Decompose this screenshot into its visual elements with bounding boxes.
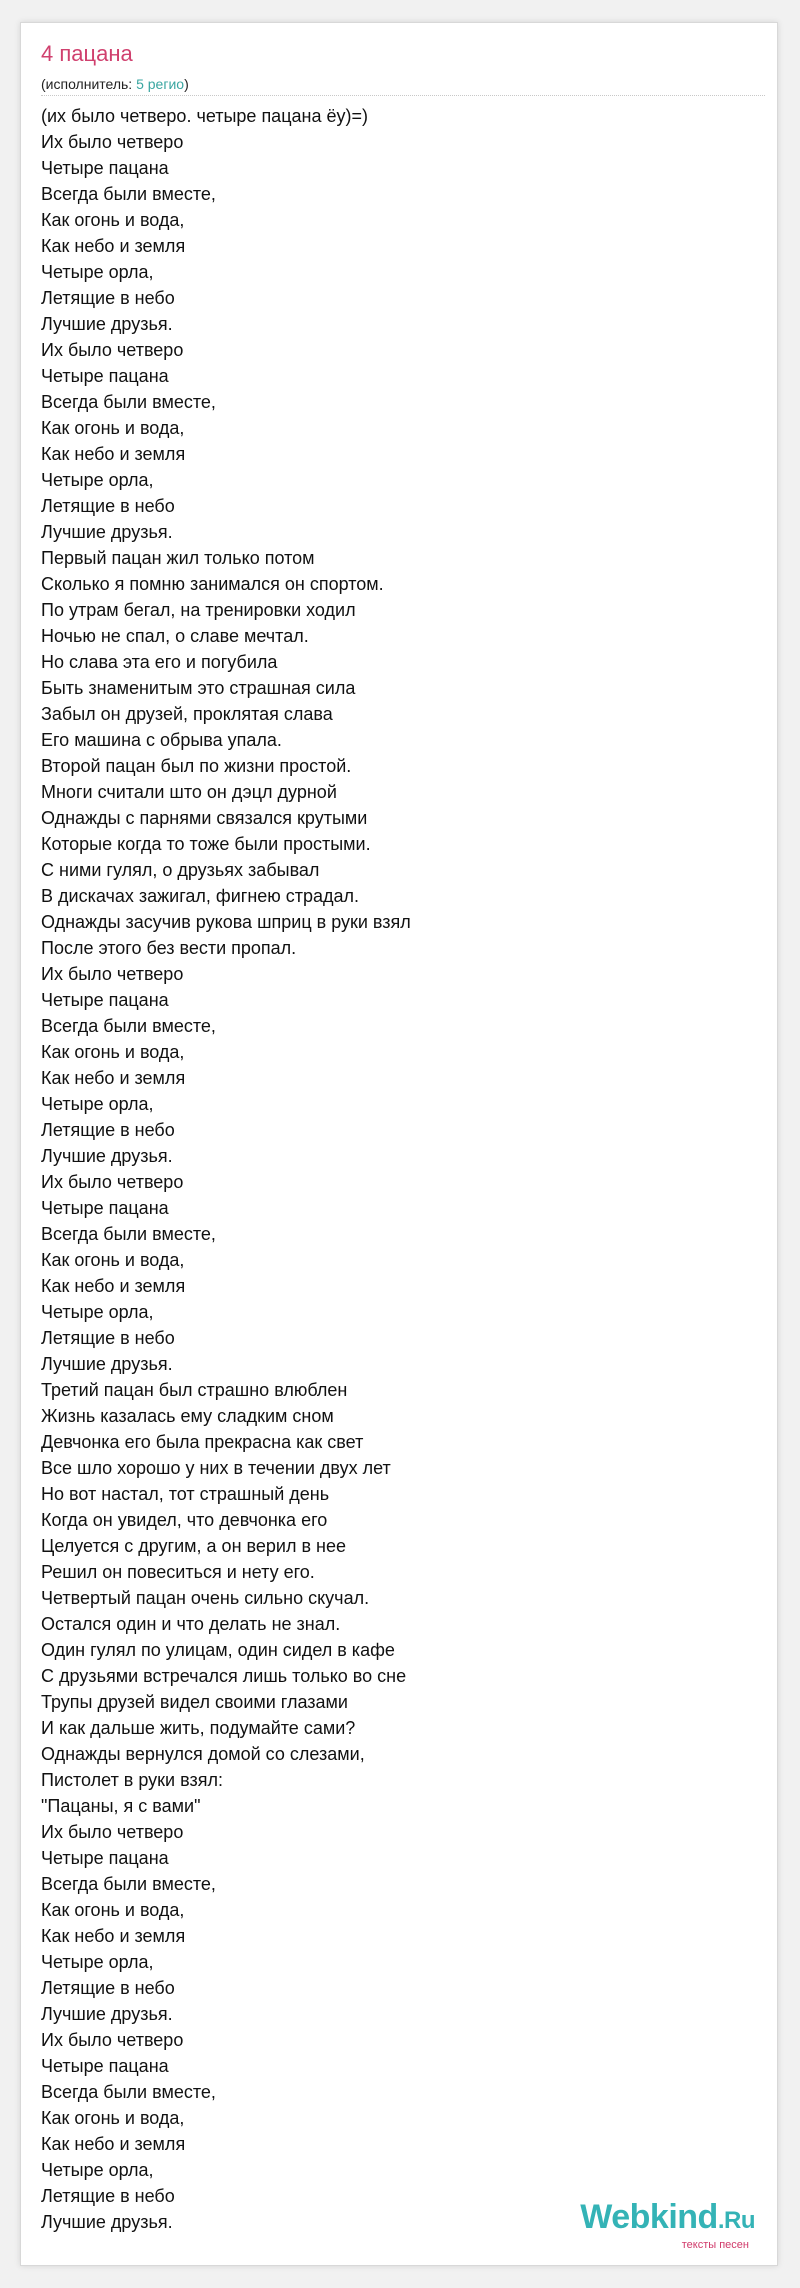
lyric-line: Которые когда то тоже были простыми.	[41, 834, 371, 854]
lyric-line: Всегда были вместе,	[41, 392, 216, 412]
lyric-line: Всегда были вместе,	[41, 1224, 216, 1244]
site-logo[interactable]	[580, 2199, 755, 2251]
lyric-line: Четыре орла,	[41, 1094, 154, 1114]
lyric-line: С друзьями встречался лишь только во сне	[41, 1666, 407, 1686]
divider	[41, 95, 765, 96]
lyric-line: Четыре пацана	[41, 990, 169, 1010]
lyric-line: Быть знаменитым это страшная сила	[41, 678, 356, 698]
lyric-line: Девчонка его была прекрасна как свет	[41, 1432, 364, 1452]
lyric-line: Решил он повеситься и нету его.	[41, 1562, 315, 1582]
logo-tagline: тексты песен	[681, 2239, 749, 2251]
lyric-line: Четыре пацана	[41, 2056, 169, 2076]
lyric-line: Сколько я помню занимался он спортом.	[41, 574, 384, 594]
lyric-line: С ними гулял, о друзьях забывал	[41, 860, 320, 880]
lyric-line: Лучшие друзья.	[41, 1146, 173, 1166]
lyric-line: Пистолет в руки взял:	[41, 1770, 223, 1790]
artist-line	[41, 75, 189, 93]
lyric-line: Забыл он друзей, проклятая слава	[41, 704, 333, 724]
lyric-line: Их было четверо	[41, 132, 184, 152]
logo-domain: .Ru	[717, 2207, 755, 2234]
lyric-line: Как огонь и вода,	[41, 418, 185, 438]
lyric-line: Его машина с обрыва упала.	[41, 730, 282, 750]
lyric-line: Многи считали што он дэцл дурной	[41, 782, 337, 802]
lyric-line: Их было четверо	[41, 1822, 184, 1842]
lyric-line: Лучшие друзья.	[41, 314, 173, 334]
lyric-line: Четыре орла,	[41, 2160, 154, 2180]
song-title: 4 пацана	[41, 41, 133, 66]
lyric-line: Но вот настал, тот страшный день	[41, 1484, 330, 1504]
lyric-line: В дискачах зажигал, фигнею страдал.	[41, 886, 360, 906]
lyric-line: Летящие в небо	[41, 1120, 175, 1140]
lyric-line: Летящие в небо	[41, 1328, 175, 1348]
lyric-line: "Пацаны, я с вами"	[41, 1796, 201, 1816]
lyric-line: Четыре орла,	[41, 262, 154, 282]
lyric-line: Целуется с другим, а он верил в нее	[41, 1536, 346, 1556]
lyrics-card	[20, 22, 778, 2266]
lyric-line: Третий пацан был страшно влюблен	[41, 1380, 348, 1400]
lyric-line: Всегда были вместе,	[41, 184, 216, 204]
artist-suffix: )	[184, 76, 189, 92]
lyric-line: Лучшие друзья.	[41, 1354, 173, 1374]
lyric-line: Лучшие друзья.	[41, 2212, 173, 2232]
artist-link[interactable]: 5 регио	[136, 76, 185, 92]
lyric-line: Летящие в небо	[41, 496, 175, 516]
lyric-line: Остался один и что делать не знал.	[41, 1614, 341, 1634]
lyric-line: Когда он увидел, что девчонка его	[41, 1510, 328, 1530]
lyric-line: Все шло хорошо у них в течении двух лет	[41, 1458, 391, 1478]
lyric-line: Четыре орла,	[41, 1952, 154, 1972]
lyric-line: После этого без вести пропал.	[41, 938, 297, 958]
lyric-line: Первый пацан жил только потом	[41, 548, 315, 568]
lyric-line: Но слава эта его и погубила	[41, 652, 278, 672]
logo-wordmark	[580, 2199, 755, 2239]
lyric-line: Их было четверо	[41, 1172, 184, 1192]
lyric-line: Второй пацан был по жизни простой.	[41, 756, 352, 776]
lyric-line: Лучшие друзья.	[41, 2004, 173, 2024]
lyric-line: Летящие в небо	[41, 288, 175, 308]
lyric-line: Ночью не спал, о славе мечтал.	[41, 626, 309, 646]
lyric-line: Однажды с парнями связался крутыми	[41, 808, 368, 828]
logo-name: Webkind	[580, 2198, 718, 2236]
lyric-line: Четыре пацана	[41, 366, 169, 386]
lyric-line: Четыре пацана	[41, 158, 169, 178]
lyric-line: Как небо и земля	[41, 1926, 186, 1946]
lyric-line: Трупы друзей видел своими глазами	[41, 1692, 348, 1712]
lyric-line: Как огонь и вода,	[41, 1900, 185, 1920]
lyric-line: Как небо и земля	[41, 1276, 186, 1296]
lyric-line: Жизнь казалась ему сладким сном	[41, 1406, 334, 1426]
lyric-line: Как небо и земля	[41, 2134, 186, 2154]
lyric-line: (их было четверо. четыре пацана ёу)=)	[41, 106, 368, 126]
lyric-line: По утрам бегал, на тренировки ходил	[41, 600, 356, 620]
lyric-line: Однажды вернулся домой со слезами,	[41, 1744, 365, 1764]
lyric-line: Лучшие друзья.	[41, 522, 173, 542]
lyric-line: Как огонь и вода,	[41, 2108, 185, 2128]
lyric-line: Летящие в небо	[41, 1978, 175, 1998]
lyrics-text	[41, 103, 411, 2235]
lyric-line: Их было четверо	[41, 340, 184, 360]
lyric-line: Как огонь и вода,	[41, 210, 185, 230]
lyric-line: Как небо и земля	[41, 1068, 186, 1088]
artist-prefix: (исполнитель:	[41, 76, 137, 92]
lyric-line: Всегда были вместе,	[41, 1874, 216, 1894]
lyric-line: Как небо и земля	[41, 236, 186, 256]
lyric-line: Их было четверо	[41, 964, 184, 984]
lyric-line: Четыре орла,	[41, 1302, 154, 1322]
lyric-line: Четыре пацана	[41, 1848, 169, 1868]
lyric-line: Всегда были вместе,	[41, 1016, 216, 1036]
lyric-line: И как дальше жить, подумайте сами?	[41, 1718, 356, 1738]
lyric-line: Летящие в небо	[41, 2186, 175, 2206]
lyric-line: Как огонь и вода,	[41, 1042, 185, 1062]
lyric-line: Как огонь и вода,	[41, 1250, 185, 1270]
lyric-line: Один гулял по улицам, один сидел в кафе	[41, 1640, 395, 1660]
lyric-line: Всегда были вместе,	[41, 2082, 216, 2102]
lyric-line: Четвертый пацан очень сильно скучал.	[41, 1588, 370, 1608]
lyric-line: Четыре орла,	[41, 470, 154, 490]
lyric-line: Однажды засучив рукова шприц в руки взял	[41, 912, 411, 932]
lyric-line: Их было четверо	[41, 2030, 184, 2050]
lyric-line: Четыре пацана	[41, 1198, 169, 1218]
lyric-line: Как небо и земля	[41, 444, 186, 464]
